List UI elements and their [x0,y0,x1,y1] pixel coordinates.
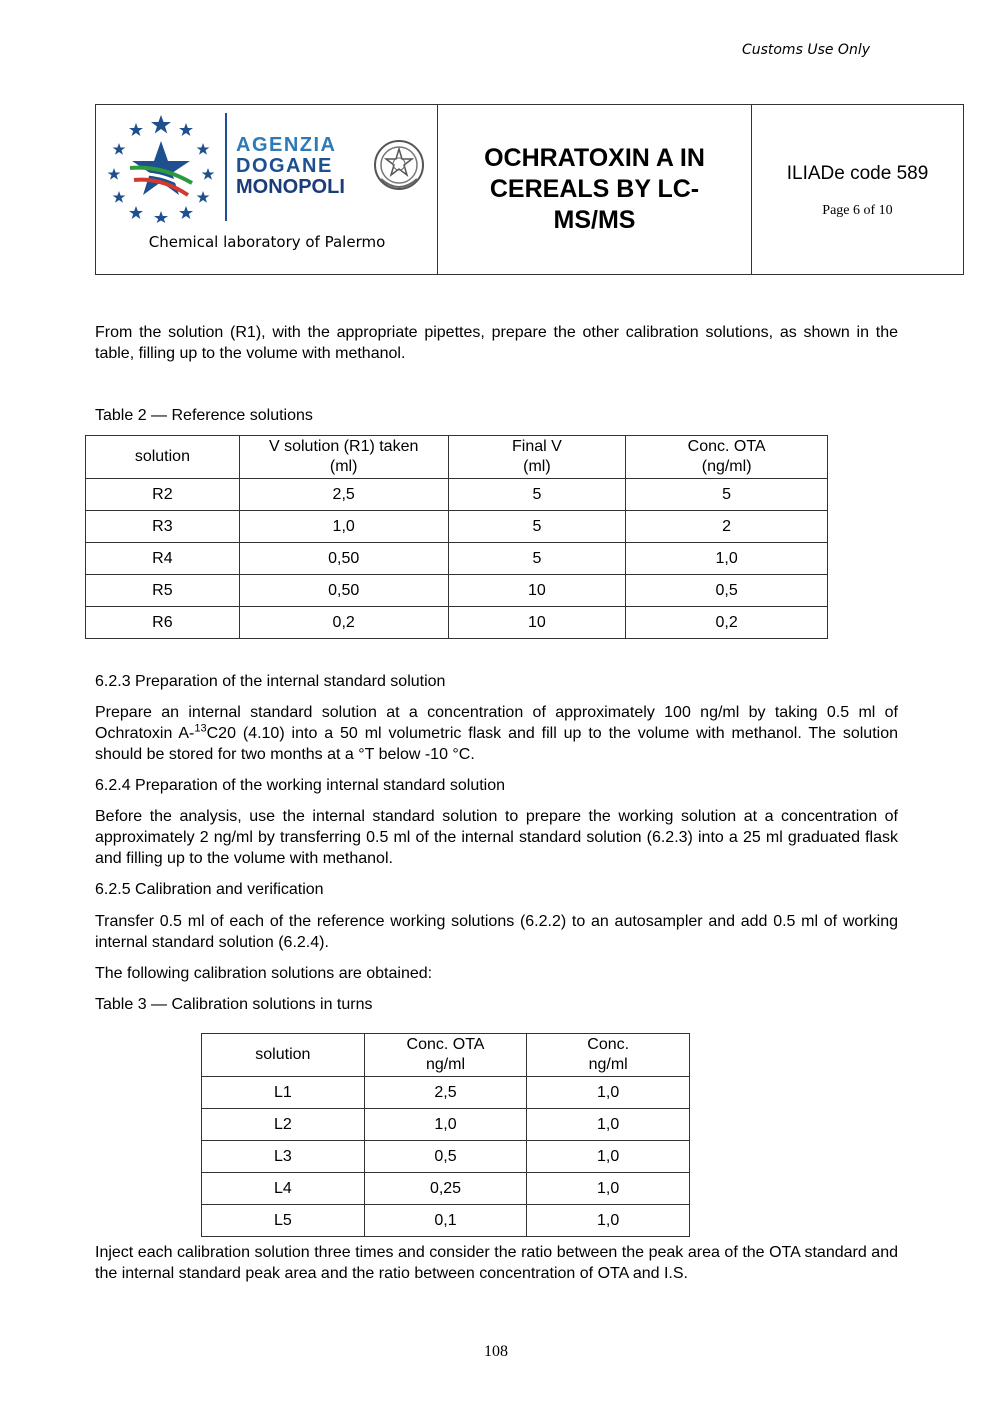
table-cell: 1,0 [527,1109,690,1141]
table-cell: R5 [86,575,240,607]
table-cell: 0,50 [239,575,448,607]
customs-note: Customs Use Only [741,42,870,58]
column-header: Conc. OTA ng/ml [364,1034,527,1077]
document-title-line-3: MS/MS [553,206,636,234]
table-cell: 5 [448,479,626,511]
table2-caption: Table 2 — Reference solutions [95,407,313,424]
table-cell: 1,0 [527,1141,690,1173]
document-header [95,104,964,275]
document-title-line-1: OCHRATOXIN A IN [484,144,705,172]
table-cell: 2,5 [239,479,448,511]
table-cell: 1,0 [527,1173,690,1205]
column-header: Final V (ml) [448,436,626,479]
table-cell: R6 [86,607,240,639]
table-cell: L5 [202,1205,365,1237]
logo-divider [225,113,227,221]
table-row [202,1173,690,1205]
section-625-text: Transfer 0.5 ml of each of the reference working solutions (6.2.2) to an autosampler and add 0.5 ml of working internal standard solution (6.2.4). [95,913,898,951]
table-row [202,1205,690,1237]
table-cell: 5 [448,543,626,575]
column-header: solution [202,1034,365,1077]
table-row [86,575,828,607]
lab-name: Chemical laboratory of Palermo [148,233,386,251]
table-cell: L4 [202,1173,365,1205]
table-cell: 0,1 [364,1205,527,1237]
table-cell: 0,5 [626,575,828,607]
isotope-superscript: 13 [194,722,207,735]
table-header-row [86,436,828,479]
table-cell: 10 [448,575,626,607]
reference-solutions-table [85,435,828,639]
table-cell: 10 [448,607,626,639]
section-623-heading: 6.2.3 Preparation of the internal standard solution [95,673,446,690]
table-cell: L3 [202,1141,365,1173]
document-title-line-2: CEREALS BY LC- [489,175,700,203]
agency-name-line-2: DOGANE [236,155,333,177]
document-title [484,143,705,236]
table-cell: 1,0 [527,1077,690,1109]
intro-paragraph: From the solution (R1), with the appropriate pipettes, prepare the other calibration solutions, as shown in the table, filling up to the volume with methanol. [95,324,898,362]
table-cell: L2 [202,1109,365,1141]
section-624-heading: 6.2.4 Preparation of the working internal standard solution [95,777,506,794]
code-cell [752,105,963,274]
table-cell: 1,0 [527,1205,690,1237]
agency-name-line-1: AGENZIA [236,134,337,156]
table-cell: 5 [448,511,626,543]
column-header: solution [86,436,240,479]
table-cell: 0,2 [626,607,828,639]
table-cell: 1,0 [364,1109,527,1141]
column-header: V solution (R1) taken (ml) [239,436,448,479]
table-row [202,1077,690,1109]
table-cell: 0,5 [364,1141,527,1173]
table-cell: 2,5 [364,1077,527,1109]
table-cell: 1,0 [626,543,828,575]
table-row [86,607,828,639]
logo-cell [96,105,438,274]
table-cell: 0,25 [364,1173,527,1205]
table-cell: 5 [626,479,828,511]
iliade-code: ILIADe code 589 [786,163,929,184]
table-row [202,1109,690,1141]
table-row [202,1141,690,1173]
section-624-text: Before the analysis, use the internal standard solution to prepare the working solution at a concentration of approximately 2 ng/ml by transferring 0.5 ml of the internal standard solution (6.2.3) into a 25 ml graduated flask and filling up to the volume with methanol. [95,808,898,867]
section-623-text: Prepare an internal standard solution at a concentration of approximately 100 ng/ml by taking 0.5 ml of Ochratoxin A-$^{13}$C20 (4.10) into a 50 ml volumetric flask and fill up to the volume with methanol. The solution should be stored for two months at a °T below -10 °C. [95,704,898,763]
table-row [86,479,828,511]
table-cell: 1,0 [239,511,448,543]
table-cell: R4 [86,543,240,575]
table3-caption: Table 3 — Calibration solutions in turns [95,996,373,1013]
table-row [86,511,828,543]
table-cell: L1 [202,1077,365,1109]
title-cell [438,105,752,274]
table-cell: 0,2 [239,607,448,639]
column-header: Conc. ng/ml [527,1034,690,1077]
agency-name-line-3: MONOPOLI [236,176,345,198]
closing-paragraph: Inject each calibration solution three times and consider the ratio between the peak area of the OTA standard and the internal standard peak area and the ratio between concentration of OTA and I.S. [95,1244,898,1282]
agency-emblem-icon [106,113,216,223]
following-solutions-text: The following calibration solutions are obtained: [95,965,433,982]
republic-seal-icon [371,133,427,197]
table-header-row [202,1034,690,1077]
table-row [86,543,828,575]
table-cell: R2 [86,479,240,511]
page-number: 108 [484,1343,508,1360]
column-header: Conc. OTA (ng/ml) [626,436,828,479]
table-cell: 2 [626,511,828,543]
section-625-heading: 6.2.5 Calibration and verification [95,881,324,898]
page-info: Page 6 of 10 [822,203,893,218]
calibration-solutions-table [201,1033,690,1237]
table-cell: 0,50 [239,543,448,575]
table-cell: R3 [86,511,240,543]
